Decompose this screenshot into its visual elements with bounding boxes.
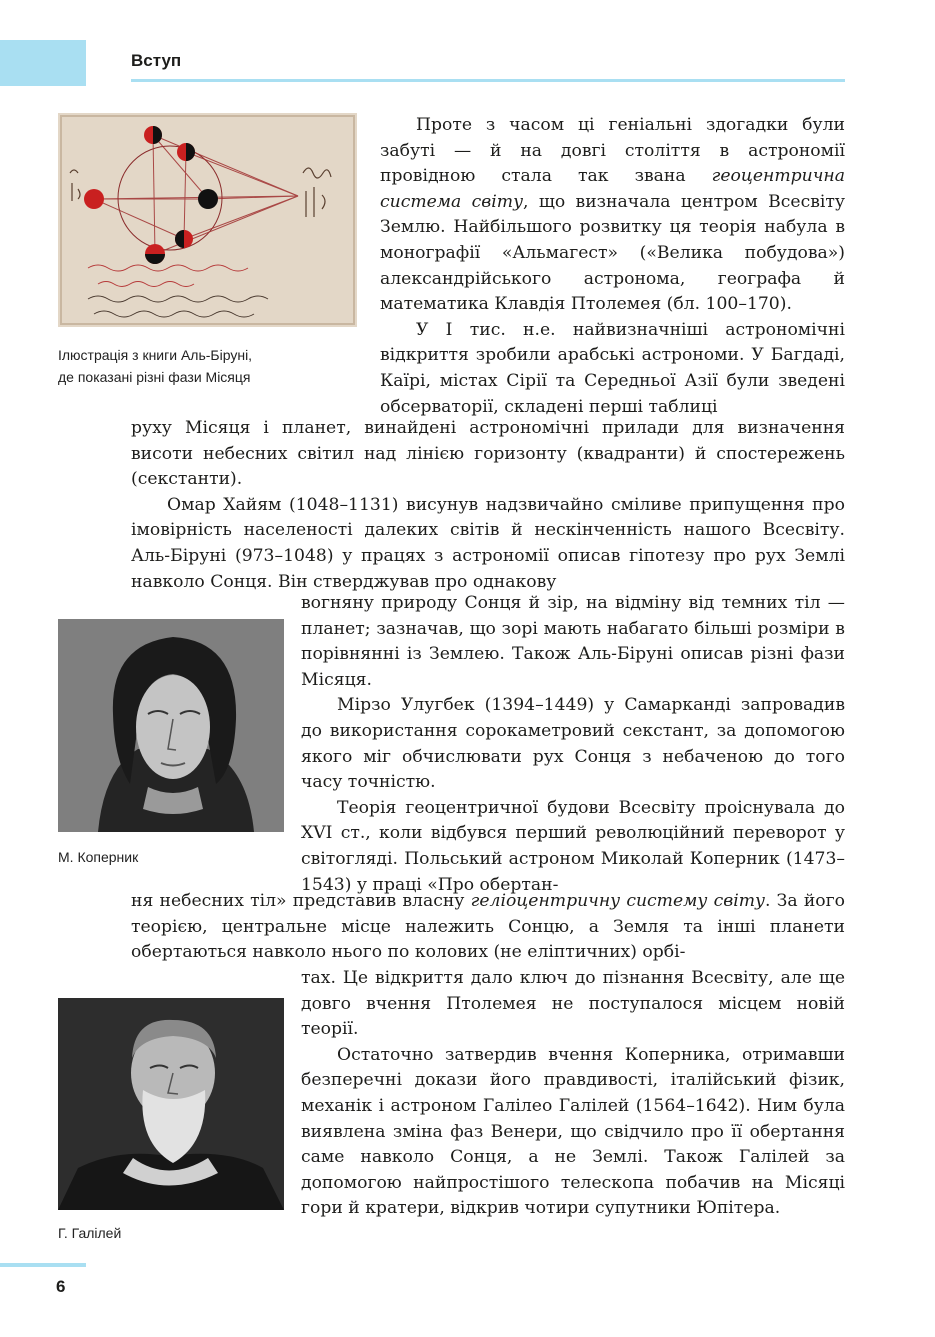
text-block-right-2 (301, 591, 845, 898)
albiruni-moon-phases-illustration (58, 113, 357, 327)
section-title: Вступ (131, 51, 182, 70)
paragraph-khayyam-end: вогняну природу Сонця й зір, на відміну від темних тіл — планет; зазначав, що зорі мають набагато більші розміри в порівнянні із Землею. Також Аль-Біруні описав різні фази Місяця. (301, 593, 845, 690)
copernicus-portrait (58, 619, 284, 832)
term-heliocentric-system: геліоцентричну систему світу (470, 891, 765, 911)
paragraph-copernicus-end: тах. Це відкриття дало ключ до пізнання Всесвіту, але ще довго вчення Птолемея не поступалося місцем новій теорії. (301, 968, 845, 1040)
albiruni-caption (58, 344, 252, 388)
paragraph-ptolemy: Проте з часом ці геніальні здогадки були забуті — й на довгі століття в астрономії провідною стала так звана геоцентрична система світу, що визначала центром Всесвіту Землю. Найбільшого розвитку ця теорія набула в монографії «Альмагест» («Велика побудова») александрійського астронома, географа й математика Клавдія Птолемея (бл. 100–170). (380, 115, 845, 315)
paragraph-arab-astronomers-end: руху Місяця і планет, винайдені астрономічні прилади для визначення висоти небесних світил над лінією горизонту (квадранти) й спостережень (секстанти). (131, 418, 845, 490)
page-number: 6 (56, 1277, 66, 1296)
galileo-caption: Г. Галілей (58, 1225, 122, 1241)
text-block-right-1 (380, 113, 845, 420)
paragraph-copernicus-start: Теорія геоцентричної будови Всесвіту проіснувала до XVI ст., коли відбувся перший революційний переворот у світогляді. Польський астроном Миколай Коперник (1473–1543) у праці «Про обертан- (301, 797, 845, 895)
paragraph-copernicus-middle: ня небесних тіл» представив власну геліоцентричну систему світу. За його теорією, центральне місце належить Сонцю, а Земля та інші планети обертаються навколо нього по колових (не еліптичних) орбі- (131, 891, 845, 963)
header-rule (131, 79, 845, 82)
footer-rule (0, 1263, 86, 1267)
text-block-full-2 (131, 889, 845, 966)
paragraph-galileo: Остаточно затвердив вчення Коперника, отримавши безперечні докази його правдивості, італійський фізик, механік і астроном Галілео Галілей (1564–1642). Ним була виявлена зміна фаз Венери, що свідчило про її обертання саме навколо Сонця, а не Землі. Також Галілей за допомогою найпростішого телескопа побачив на Місяці гори й кратери, відкрив чотири супутники Юпітера. (301, 1044, 845, 1219)
header-accent-bar (0, 40, 86, 86)
galileo-portrait (58, 998, 284, 1210)
paragraph-ulugbek: Мірзо Улугбек (1394–1449) у Самарканді запровадив до використання сорокаметровий секстант, за допомогою якого міг обчислювати рух Сонця з небаченою до того часу точністю. (301, 695, 845, 793)
albiruni-caption-line-2: де показані різні фази Місяця (58, 369, 251, 385)
copernicus-caption: М. Коперник (58, 849, 139, 865)
text-block-right-3 (301, 966, 845, 1222)
albiruni-caption-line-1: Ілюстрація з книги Аль-Біруні, (58, 347, 253, 363)
paragraph-khayyam-start: Омар Хайям (1048–1131) висунув надзвичайно сміливе припущення про імовірність населеності далеких світів й нескінченність нашого Всесвіту. Аль-Біруні (973–1048) у працях з астрономії описав гіпотезу про рух Землі навколо Сонця. Він стверджував про однакову (131, 494, 845, 592)
text-block-full-1 (131, 416, 845, 595)
paragraph-arab-astronomers-start: У І тис. н.е. найвизначніші астрономічні відкриття зробили арабські астрономи. У Багдаді, Каїрі, містах Сірії та Середньої Азії були зведені обсерваторії, складені перші таблиці (380, 319, 845, 417)
term-geocentric-system: геоцентрична система світу (380, 166, 845, 212)
